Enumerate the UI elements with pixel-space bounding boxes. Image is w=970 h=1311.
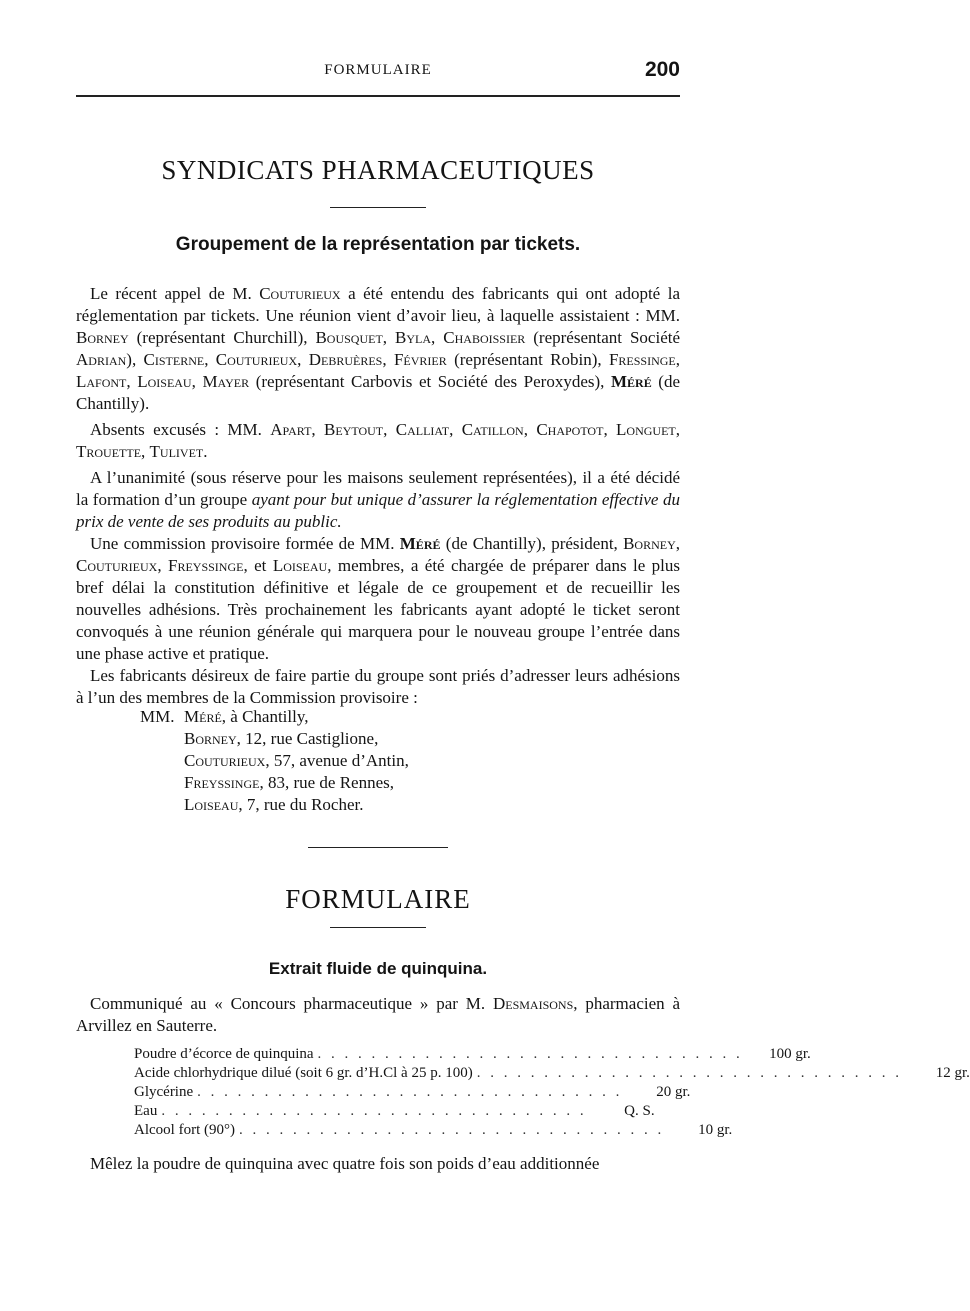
title-divider: [330, 927, 426, 928]
paragraph-attendees: Le récent appel de M. Couturieux a été entendu des fabricants qui ont adopté la réglementation par tickets. Une réunion vient d’avoir lieu, à laquelle assistaient : MM. Borney (représentant Churchill), Bousquet, Byla, Chaboissier (représentant Société Adrian), Cisterne, Couturieux, Debruères, Février (représentant Robin), Fressinge, Lafont, Loiseau, Mayer (représentant Carbovis et Société des Peroxydes), Méré (de Chantilly).: [76, 284, 681, 413]
section-title-syndicats: SYNDICATS PHARMACEUTIQUES: [161, 155, 595, 185]
paragraph-absents: Absents excusés : MM. Apart, Beytout, Calliat, Catillon, Chapotot, Longuet, Trouette, Tulivet.: [76, 420, 681, 461]
recipe-intro-block: [76, 993, 680, 1037]
section-divider: [308, 847, 448, 848]
table-row: Acide chlorhydrique dilué (soit 6 gr. d’H.Cl à 25 p. 100) . . . . . . . . . . . . . . . . . . . . . . . . . . . . . . . . 12 gr.: [134, 1065, 970, 1081]
recipe-closing: Mêlez la poudre de quinquina avec quatre fois son poids d’eau additionnée: [90, 1154, 600, 1173]
paragraph-decision: A l’unanimité (sous réserve pour les maisons seulement représentées), il a été décidé la formation d’un groupe ayant pour but unique d’assurer la réglementation effective du prix de vente de ses produits au public.: [76, 468, 680, 531]
running-title: FORMULAIRE: [324, 62, 432, 78]
paragraph-commission: Une commission provisoire formée de MM. Méré (de Chantilly), président, Borney, Couturieux, Freyssinge, et Loiseau, membres, a été chargée de préparer dans le plus bref délai la constitution définitive et légale de ce groupement et de recueillir les nouvelles adhésions. Très prochainement les fabricants ayant adopté le ticket seront convoqués à une réunion générale qui marquera pour le nouveau groupe l’entrée dans une phase active et pratique.: [76, 534, 680, 663]
section-title-formulaire: FORMULAIRE: [285, 884, 471, 914]
list-item: Borney, 12, rue Castiglione,: [184, 729, 379, 748]
table-row: Eau . . . . . . . . . . . . . . . . . . . . . . . . . . . . . . . . Q. S.: [134, 1103, 655, 1119]
recipe-closing-block: [76, 1153, 680, 1175]
header-rule: [76, 95, 680, 97]
table-row: Alcool fort (90°) . . . . . . . . . . . . . . . . . . . . . . . . . . . . . . . . 10 gr.: [134, 1122, 733, 1138]
paragraph-adhesions: Les fabricants désireux de faire partie du groupe sont priés d’adresser leurs adhésions à l’un des membres de la Commission provisoire :: [76, 666, 680, 707]
table-row: Poudre d’écorce de quinquina . . . . . . . . . . . . . . . . . . . . . . . . . . . . . . . . 100 gr.: [134, 1046, 811, 1062]
recipe-intro: Communiqué au « Concours pharmaceutique » par M. Desmaisons, pharmacien à Arvillez en Sauterre.: [76, 994, 680, 1035]
list-item: Couturieux, 57, avenue d’Antin,: [184, 751, 409, 770]
subtitle-groupement: Groupement de la représentation par tickets.: [175, 234, 581, 255]
table-row: Glycérine . . . . . . . . . . . . . . . . . . . . . . . . . . . . . . . . 20 gr.: [134, 1084, 691, 1100]
running-header: [76, 58, 680, 98]
recipe-title: Extrait fluide de quinquina.: [268, 959, 488, 978]
title-divider: [330, 207, 426, 208]
list-item: Freyssinge, 83, rue de Rennes,: [184, 773, 395, 792]
page-number: 200: [644, 58, 680, 81]
members-list: [140, 706, 409, 816]
ingredients-list: [134, 1045, 970, 1140]
list-item: MM. Méré, à Chantilly,: [140, 707, 309, 726]
list-item: Loiseau, 7, rue du Rocher.: [184, 795, 364, 814]
syndicats-body: [76, 283, 680, 709]
